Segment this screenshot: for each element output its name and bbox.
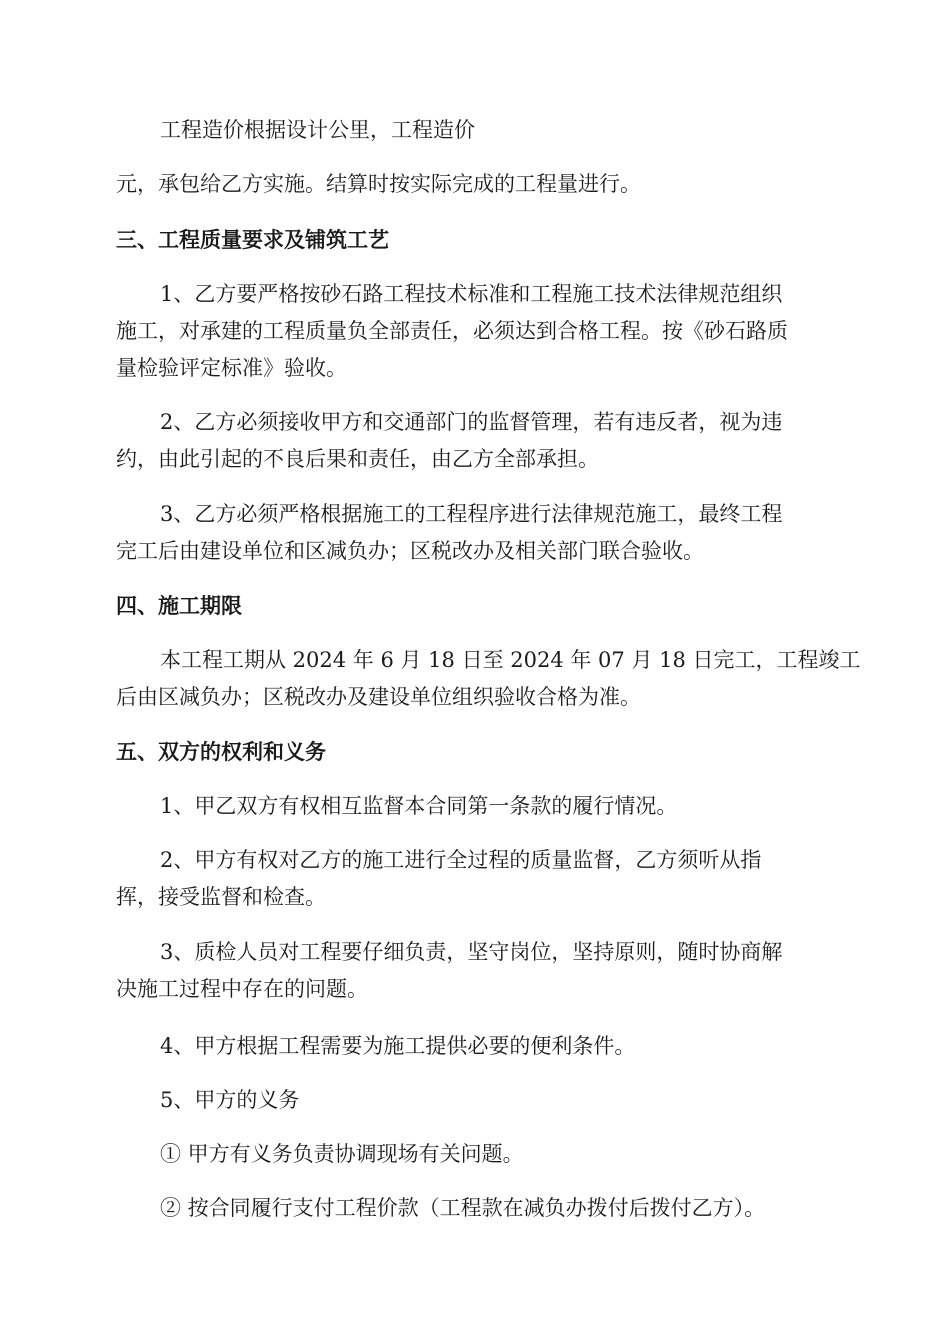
section-5-item-3	[116, 934, 836, 1008]
section-3-item-2	[116, 404, 836, 478]
intro-line-1: 工程造价根据设计公里，工程造价	[160, 118, 475, 142]
section-5-item-5-line: 5、甲方的义务	[160, 1088, 300, 1112]
section-4-heading: 四、施工期限	[116, 594, 242, 618]
section-5-heading: 五、双方的权利和义务	[116, 740, 326, 764]
section-3-item-3-line-1: 3、乙方必须严格根据施工的工程程序进行法律规范施工，最终工程	[160, 502, 783, 526]
section-3-item-1	[116, 276, 836, 387]
section-5-item-4-line: 4、甲方根据工程需要为施工提供必要的便利条件。	[160, 1034, 636, 1058]
section-3-heading: 三、工程质量要求及铺筑工艺	[116, 228, 389, 252]
intro-paragraph	[116, 112, 836, 203]
section-5-sub-item-1	[116, 1136, 836, 1173]
section-3-item-1-line-3: 量检验评定标准》验收。	[116, 356, 347, 380]
section-3-item-3-line-2: 完工后由建设单位和区减负办；区税改办及相关部门联合验收。	[116, 539, 704, 563]
section-3-item-1-line-1: 1、乙方要严格按砂石路工程技术标准和工程施工技术法律规范组织	[160, 282, 783, 306]
section-5-item-2	[116, 842, 836, 916]
section-4-paragraph	[116, 642, 861, 716]
section-4-line-2: 后由区减负办；区税改办及建设单位组织验收合格为准。	[116, 685, 641, 709]
section-5-item-1-line: 1、甲乙双方有权相互监督本合同第一条款的履行情况。	[160, 794, 678, 818]
section-5-item-4	[116, 1028, 836, 1065]
section-4-line-1: 本工程工期从 2024 年 6 月 18 日至 2024 年 07 月 18 日完工，工程竣工	[160, 648, 861, 672]
section-3-item-1-line-2: 施工，对承建的工程质量负全部责任，必须达到合格工程。按《砂石路质	[116, 319, 788, 343]
section-5-item-2-line-1: 2、甲方有权对乙方的施工进行全过程的质量监督，乙方须听从指	[160, 848, 762, 872]
section-3-item-3	[116, 496, 836, 570]
section-5-sub-item-2	[116, 1190, 836, 1227]
section-5-item-5	[116, 1082, 836, 1119]
section-5-item-1	[116, 788, 836, 825]
section-5-sub-item-1-line: ① 甲方有义务负责协调现场有关问题。	[160, 1142, 524, 1166]
intro-line-2: 元，承包给乙方实施。结算时按实际完成的工程量进行。	[116, 172, 641, 196]
section-5-item-2-line-2: 挥，接受监督和检查。	[116, 885, 326, 909]
section-3-item-2-line-2: 约，由此引起的不良后果和责任，由乙方全部承担。	[116, 447, 599, 471]
section-5-item-3-line-2: 决施工过程中存在的问题。	[116, 977, 368, 1001]
section-5-sub-item-2-line: ② 按合同履行支付工程价款（工程款在减负办拨付后拨付乙方）。	[160, 1196, 766, 1220]
section-5-item-3-line-1: 3、质检人员对工程要仔细负责，坚守岗位，坚持原则，随时协商解	[160, 940, 783, 964]
section-3-item-2-line-1: 2、乙方必须接收甲方和交通部门的监督管理，若有违反者，视为违	[160, 410, 783, 434]
